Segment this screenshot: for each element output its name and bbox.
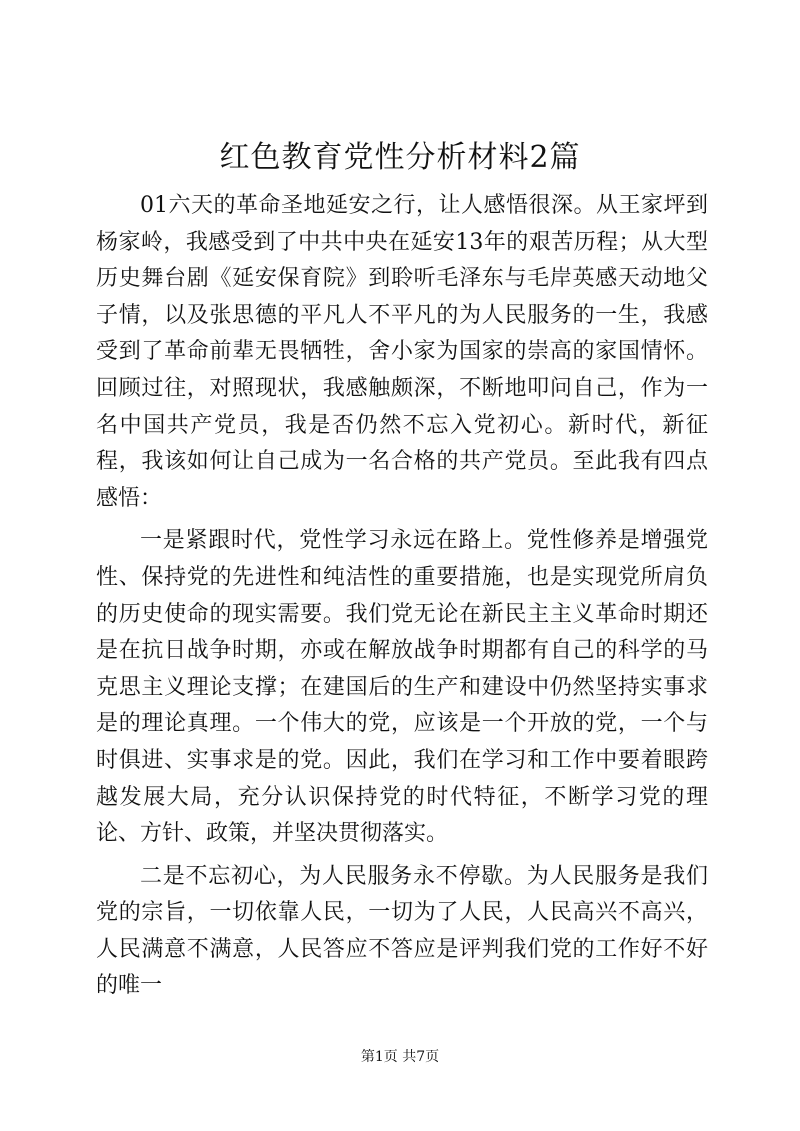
document-body	[96, 188, 708, 1005]
page-footer: 第1页 共7页	[360, 1049, 440, 1065]
paragraph-point-two: 二是不忘初心，为人民服务永不停歇。为人民服务是我们党的宗旨，一切依靠人民，一切为了人民，人民高兴不高兴，人民满意不满意，人民答应不答应是评判我们党的工作好不好的唯一	[96, 863, 708, 999]
paragraph-point-one: 一是紧跟时代，党性学习永远在路上。党性修养是增强党性、保持党的先进性和纯洁性的重要措施，也是实现党所肩负的历史使命的现实需要。我们党无论在新民主主义革命时期还是在抗日战争时期，亦或在解放战争时期都有自己的科学的马克思主义理论支撑；在建国后的生产和建设中仍然坚持实事求是的理论真理。一个伟大的党，应该是一个开放的党，一个与时俱进、实事求是的党。因此，我们在学习和工作中要着眼跨越发展大局，充分认识保持党的时代特征，不断学习党的理论、方针、政策，并坚决贯彻落实。	[96, 528, 708, 847]
document-title: 红色教育党性分析材料2篇	[219, 140, 581, 175]
paragraph-intro: 01六天的革命圣地延安之行，让人感悟很深。从王家坪到杨家岭，我感受到了中共中央在延安13年的艰苦历程；从大型历史舞台剧《延安保育院》到聆听毛泽东与毛岸英感天动地父子情，以及张思德的平凡人不平凡的为人民服务的一生，我感受到了革命前辈无畏牺牲，舍小家为国家的崇高的家国情怀。回顾过往，对照现状，我感触颇深，不断地叩问自己，作为一名中国共产党员，我是否仍然不忘入党初心。新时代，新征程，我该如何让自己成为一名合格的共产党员。至此我有四点感悟：	[96, 193, 708, 511]
